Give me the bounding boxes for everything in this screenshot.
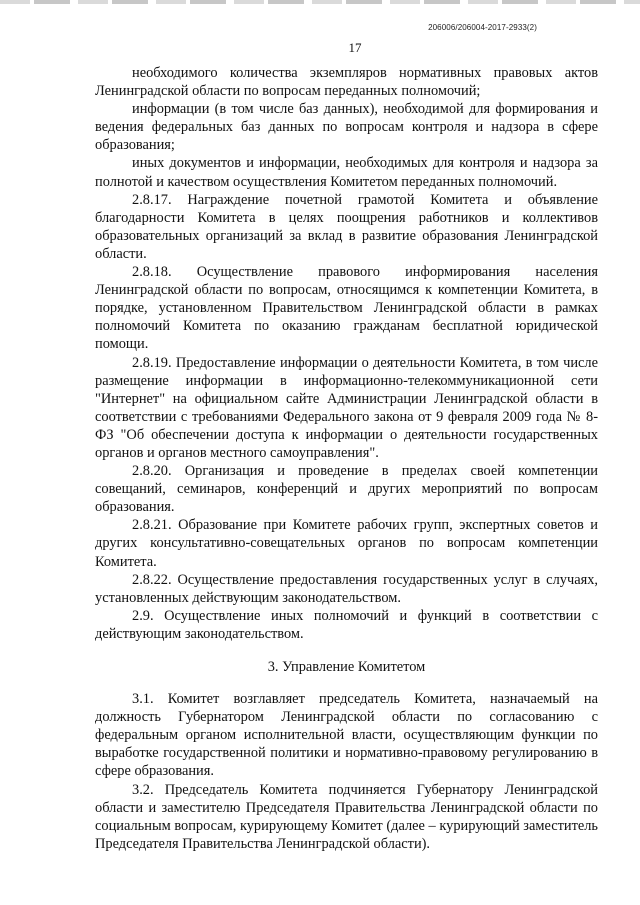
page-number: 17 — [348, 40, 362, 55]
scan-edge-artifact — [0, 0, 640, 4]
document-registration-code: 206006/206004-2017-2933(2) — [428, 23, 537, 32]
paragraph: иных документов и информации, необходимых для контроля и надзора за полнотой и качеством осуществления Комитетом переданных полномочий. — [95, 155, 598, 190]
clause-2-9: 2.9. Осуществление иных полномочий и функций в соответствии с действующим законодательством. — [95, 607, 598, 642]
paragraph: необходимого количества экземпляров нормативных правовых актов Ленинградской области по вопросам переданных полномочий; — [95, 65, 598, 100]
clause-2-8-22: 2.8.22. Осуществление предоставления государственных услуг в случаях, установленных действующим законодательством. — [95, 571, 598, 606]
document-body — [95, 64, 598, 853]
clause-3-2: 3.2. Председатель Комитета подчиняется Губернатору Ленинградской области и заместителю Председателя Правительства Ленинградской области по социальным вопросам, курирующему Комитет (далее – курирующий заместитель Председателя Правительства Ленинградской области). — [95, 781, 598, 852]
paragraph: информации (в том числе баз данных), необходимой для формирования и ведения федеральных баз данных по вопросам контроля и надзора в сфере образования; — [95, 101, 598, 154]
section-heading: 3. Управление Комитетом — [267, 659, 426, 675]
clause-2-8-18: 2.8.18. Осуществление правового информирования населения Ленинградской области по вопросам, относящимся к компетенции Комитета, в порядке, установленном Правительством Ленинградской области в рамках полномочий Комитета по оказанию гражданам бесплатной юридической помощи. — [95, 264, 598, 353]
clause-2-8-20: 2.8.20. Организация и проведение в пределах своей компетенции совещаний, семинаров, конференций и других мероприятий по вопросам образования. — [95, 463, 598, 516]
clause-2-8-21: 2.8.21. Образование при Комитете рабочих групп, экспертных советов и других консультативно-совещательных органов по вопросам компетенции Комитета. — [95, 517, 598, 570]
clause-2-8-19: 2.8.19. Предоставление информации о деятельности Комитета, в том числе размещение информации в информационно-телекоммуникационной сети "Интернет" на официальном сайте Администрации Ленинградской области в соответствии с требованиями Федерального закона от 9 февраля 2009 года № 8-ФЗ "Об обеспечении доступа к информации о деятельности государственных органов и органов местного самоуправления". — [95, 354, 598, 461]
clause-2-8-17: 2.8.17. Награждение почетной грамотой Комитета и объявление благодарности Комитета в целях поощрения работников и коллективов образовательных организаций за вклад в развитие образования Ленинградской области. — [95, 191, 598, 262]
clause-3-1: 3.1. Комитет возглавляет председатель Комитета, назначаемый на должность Губернатором Ленинградской области по согласованию с федеральным органом исполнительной власти, осуществляющим функции по выработке государственной политики и нормативно-правовому регулированию в сфере образования. — [95, 691, 598, 780]
